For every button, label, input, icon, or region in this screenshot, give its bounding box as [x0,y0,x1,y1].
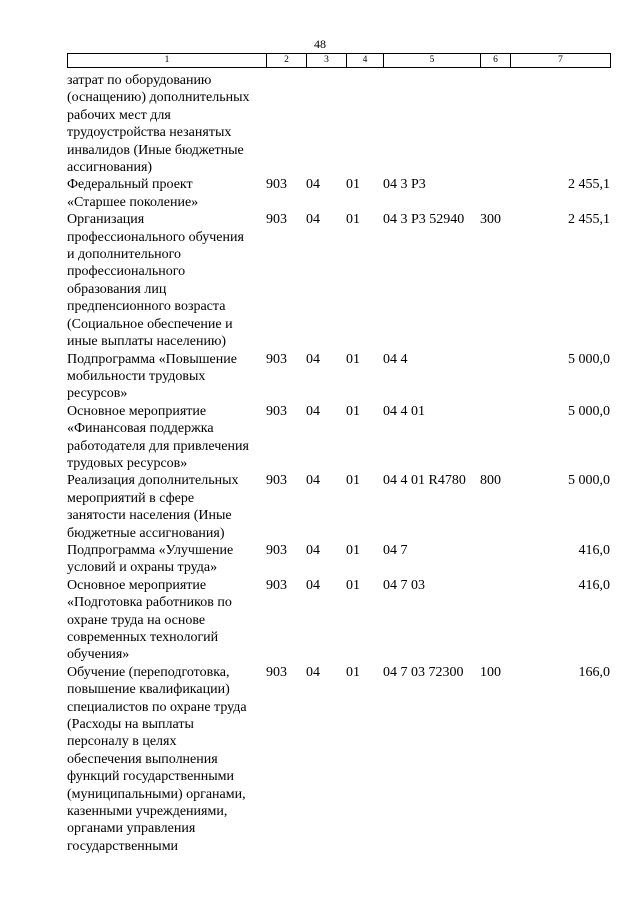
row-name-line: Основное мероприятие [67,577,207,593]
row-name-line: условий и охраны труда» [67,560,218,576]
target-article-code: 04 4 [383,351,408,367]
amount: 2 455,1 [568,212,610,228]
row-name-line: трудовых ресурсов» [67,455,188,471]
table-row [67,542,610,577]
row-name-line: (Расходы на выплаты [67,717,194,733]
amount: 5 000,0 [568,473,610,489]
amount: 166,0 [578,664,610,680]
row-name-line: обучения» [67,647,130,663]
row-name-line: Подпрограмма «Повышение [67,351,237,367]
target-article-code: 04 7 [383,542,408,558]
section-code: 04 [306,212,320,228]
target-article-code: 04 4 01 R4780 [383,473,466,489]
row-name [67,542,266,577]
subsection-code: 01 [346,212,360,228]
ministry-code: 903 [266,577,287,593]
row-name-line: современных технологий [67,630,219,645]
target-article-code [383,72,480,176]
amount: 5 000,0 [568,351,610,367]
target-article-code: 04 3 Р3 52940 [383,212,465,228]
column-header-7: 7 [511,54,611,68]
amount: 416,0 [578,542,610,558]
section-code: 04 [306,351,320,367]
row-name-line: Подпрограмма «Улучшение [67,542,234,558]
page-number: 48 [314,37,326,51]
row-name-line: мобильности трудовых [67,368,206,384]
expense-type-code: 100 [480,664,501,680]
row-name-line: занятости населения (Иные [67,508,232,524]
row-name-line: специалистов по охране труда [67,699,247,715]
target-article-code: 04 4 01 [383,403,425,419]
section-code: 04 [306,577,320,593]
expense-type-code: 300 [480,212,501,228]
subsection-code: 01 [346,177,360,193]
budget-table [67,72,610,855]
subsection-code: 01 [346,577,360,593]
expense-type-code [480,176,510,211]
ministry-code: 903 [266,212,287,228]
ministry-code: 903 [266,664,287,680]
row-name-line: ассигнования) [67,160,153,176]
row-name-line: Федеральный проект [67,177,193,193]
table-row [67,351,610,403]
ministry-code: 903 [266,403,287,419]
target-article-code: 04 7 03 [383,577,425,593]
expense-type-code [480,577,510,664]
row-name-line: иные выплаты населению) [67,334,227,350]
column-header-2: 2 [267,54,307,68]
row-name-line: Реализация дополнительных [67,473,239,489]
row-name [67,211,266,350]
row-name-line: органами управления [67,821,196,837]
expense-type-code [480,351,510,403]
ministry-code: 903 [266,473,287,489]
row-name-line: «Подготовка работников по [67,595,232,611]
row-name-line: инвалидов (Иные бюджетные [67,142,244,158]
row-name-line: (муниципальными) органами, [67,786,246,802]
section-code: 04 [306,403,320,419]
subsection-code: 01 [346,664,360,680]
section-code: 04 [306,473,320,489]
row-name-line: трудоустройства незанятых [67,125,232,141]
row-name-line: предпенсионного возраста [67,299,226,315]
column-header-5: 5 [384,54,481,68]
subsection-code: 01 [346,542,360,558]
row-name-line: Организация [67,212,145,228]
row-name-line: обеспечения выполнения [67,751,218,767]
row-name-line: профессионального обучения [67,229,244,245]
row-name [67,72,266,176]
row-name [67,472,266,542]
column-header-3: 3 [307,54,347,68]
expense-type-code: 800 [480,473,501,489]
column-header-1: 1 [68,54,267,68]
row-name-line: «Старшее поколение» [67,194,199,210]
section-code: 04 [306,177,320,193]
amount: 2 455,1 [568,177,610,193]
amount: 416,0 [578,577,610,593]
column-header-6: 6 [481,54,511,68]
row-name-line: рабочих мест для [67,107,171,123]
ministry-code: 903 [266,542,287,558]
subsection-code: 01 [346,473,360,489]
column-header-row [68,54,611,68]
table-row [67,664,610,855]
row-name-line: повышение квалификации) [67,682,230,698]
table-row [67,176,610,211]
row-name-line: образования лиц [67,281,167,297]
target-article-code: 04 3 Р3 [383,177,426,193]
expense-type-code [480,542,510,577]
row-name-line: работодателя для привлечения [67,438,249,454]
expense-type-code [480,72,510,176]
row-name-line: затрат по оборудованию [67,73,212,88]
amount: 5 000,0 [568,403,610,419]
subsection-code [346,72,383,176]
row-name-line: Обучение (переподготовка, [67,664,230,680]
section-code: 04 [306,542,320,558]
row-name-line: персоналу в целях [67,734,177,750]
subsection-code: 01 [346,351,360,367]
ministry-code: 903 [266,177,287,193]
expense-type-code [480,403,510,473]
table-row [67,403,610,473]
row-name-line: (Социальное обеспечение и [67,316,233,332]
row-name-line: профессионального [67,264,186,280]
row-name-line: Основное мероприятие [67,403,207,419]
column-header-table [67,53,611,68]
row-name [67,664,266,855]
row-name-line: ресурсов» [67,386,128,402]
row-name [67,403,266,473]
row-name-line: «Финансовая поддержка [67,421,214,437]
table-row [67,72,610,176]
target-article-code: 04 7 03 72300 [383,664,464,680]
table-row [67,211,610,350]
row-name-line: казенными учреждениями, [67,804,228,820]
amount [510,72,610,176]
row-name-line: функций государственными [67,769,235,785]
row-name-line: бюджетные ассигнования) [67,525,225,541]
subsection-code: 01 [346,403,360,419]
column-header-4: 4 [347,54,384,68]
row-name [67,176,266,211]
table-row [67,577,610,664]
ministry-code [266,72,306,176]
row-name [67,351,266,403]
row-name-line: мероприятий в сфере [67,490,195,506]
row-name-line: охране труда на основе [67,612,206,628]
section-code [306,72,346,176]
row-name-line: государственными [67,838,179,854]
row-name-line: (оснащению) дополнительных [67,90,250,106]
ministry-code: 903 [266,351,287,367]
row-name [67,577,266,664]
section-code: 04 [306,664,320,680]
table-row [67,472,610,542]
row-name-line: и дополнительного [67,247,181,263]
